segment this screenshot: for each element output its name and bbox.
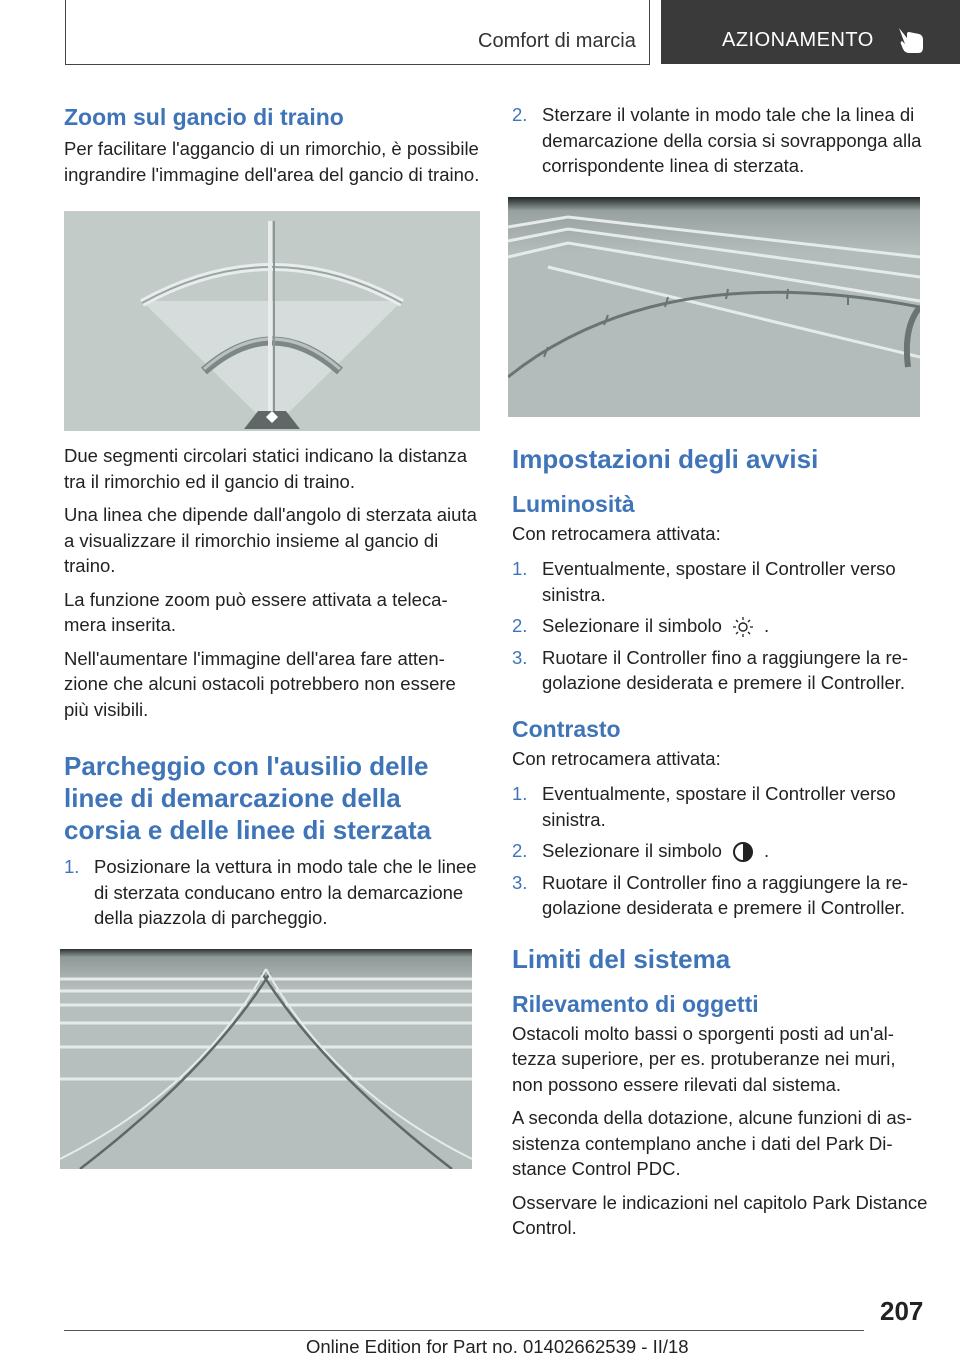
page-number: 207: [880, 1296, 924, 1326]
step-number: 1.: [512, 558, 528, 579]
step-text: Posizionare la vettura in modo tale che le linee di sterzata conducano entro la demarcazione della piazzola di parcheggio.: [94, 856, 477, 928]
header-separator: [649, 0, 650, 64]
header-chapter-title: AZIONAMENTO: [722, 29, 874, 51]
para-zoom-warning: Nell'aumentare l'immagine dell'area fare attenzione che alcuni ostacoli potrebbero non essere più visibili.: [64, 647, 456, 720]
detection-para-2: A seconda della dotazione, alcune funzioni di assistenza contemplano anche i dati del Park Distance Control PDC.: [512, 1107, 913, 1179]
list-item: [512, 645, 928, 696]
step-text: Eventualmente, spostare il Controller verso sinistra.: [542, 558, 896, 605]
list-item: [512, 781, 928, 832]
header-left-rule: [65, 0, 66, 64]
step-text: Ruotare il Controller fino a raggiungere la regolazione desiderata e premere il Controller.: [542, 646, 909, 693]
header-bottom-rule: [65, 64, 650, 65]
parking-steps-left: [64, 854, 480, 931]
detection-heading: Rilevamento di oggetti: [512, 990, 759, 1017]
step-text-end: .: [763, 840, 770, 861]
para-zoom-activation: La funzione zoom può essere attivata a telecamera inserita.: [64, 588, 448, 635]
settings-heading: Impostazioni degli avvisi: [512, 443, 819, 474]
contrast-half-circle-icon: [732, 841, 754, 863]
step-number: 2.: [512, 104, 528, 125]
step-number: 2.: [512, 615, 528, 636]
list-item: [512, 102, 928, 179]
step-number: 3.: [512, 646, 528, 668]
para-steering-line: Una linea che dipende dall'angolo di sterzata aiuta a visualizzare il rimorchio insieme al gancio di traino.: [64, 504, 477, 576]
step-text: Selezionare il simbolo: [542, 840, 722, 861]
steering-lines-figure: [60, 949, 472, 1169]
zoom-hitch-figure: [64, 211, 480, 431]
brightness-steps: [512, 556, 928, 696]
list-item: [512, 613, 928, 639]
brightness-intro: Con retrocamera attivata:: [512, 522, 721, 544]
step-text: Ruotare il Controller fino a raggiungere la regolazione desiderata e premere il Controller.: [542, 871, 909, 918]
step-text: Sterzare il volante in modo tale che la linea di demarcazione della corsia si sovrapponga alla corrispondente linea di sterzata.: [542, 104, 922, 176]
step-text-end: .: [763, 615, 770, 636]
footer-rule: [64, 1330, 864, 1331]
contrast-heading: Contrasto: [512, 715, 621, 742]
brightness-sun-icon: [732, 616, 754, 638]
left-column: [64, 102, 480, 1169]
lane-overlap-figure: [508, 197, 920, 417]
zoom-intro: Per facilitare l'aggancio di un rimorchio, è possibile ingrandire l'immagine dell'area del gancio di traino.: [64, 138, 480, 185]
limits-heading: Limiti del sistema: [512, 943, 731, 974]
detection-para-1: Ostacoli molto bassi o sporgenti posti ad un'altezza superiore, per es. protuberanze nei muri, non possono essere rilevati dal sistema.: [512, 1022, 896, 1095]
step-text: Selezionare il simbolo: [542, 615, 722, 636]
contrast-intro: Con retrocamera attivata:: [512, 747, 721, 769]
step-number: 1.: [512, 783, 528, 804]
para-segments: Due segmenti circolari statici indicano la distanza tra il rimorchio ed il gancio di traino.: [64, 445, 468, 492]
step-number: 1.: [64, 856, 80, 877]
parking-heading: Parcheggio con l'ausilio delle linee di demarcazione della corsia e delle linee di sterzata: [64, 751, 432, 845]
list-item: [64, 854, 480, 931]
zoom-heading: Zoom sul gancio di traino: [64, 104, 344, 130]
step-number: 2.: [512, 840, 528, 861]
footer-edition: Online Edition for Part no. 01402662539 - II/18: [306, 1336, 689, 1357]
detection-para-3: Osservare le indicazioni nel capitolo Park Distance Control.: [512, 1191, 928, 1238]
contrast-steps: [512, 781, 928, 921]
list-item: [512, 556, 928, 607]
list-item: [512, 870, 928, 921]
step-number: 3.: [512, 871, 528, 893]
header-section-title: Comfort di marcia: [478, 30, 636, 52]
right-column: [512, 102, 928, 1241]
step-text: Eventualmente, spostare il Controller verso sinistra.: [542, 783, 896, 830]
pointing-hand-icon: [893, 22, 927, 56]
brightness-heading: Luminosità: [512, 490, 635, 517]
list-item: [512, 838, 928, 864]
parking-steps-right: [512, 102, 928, 179]
